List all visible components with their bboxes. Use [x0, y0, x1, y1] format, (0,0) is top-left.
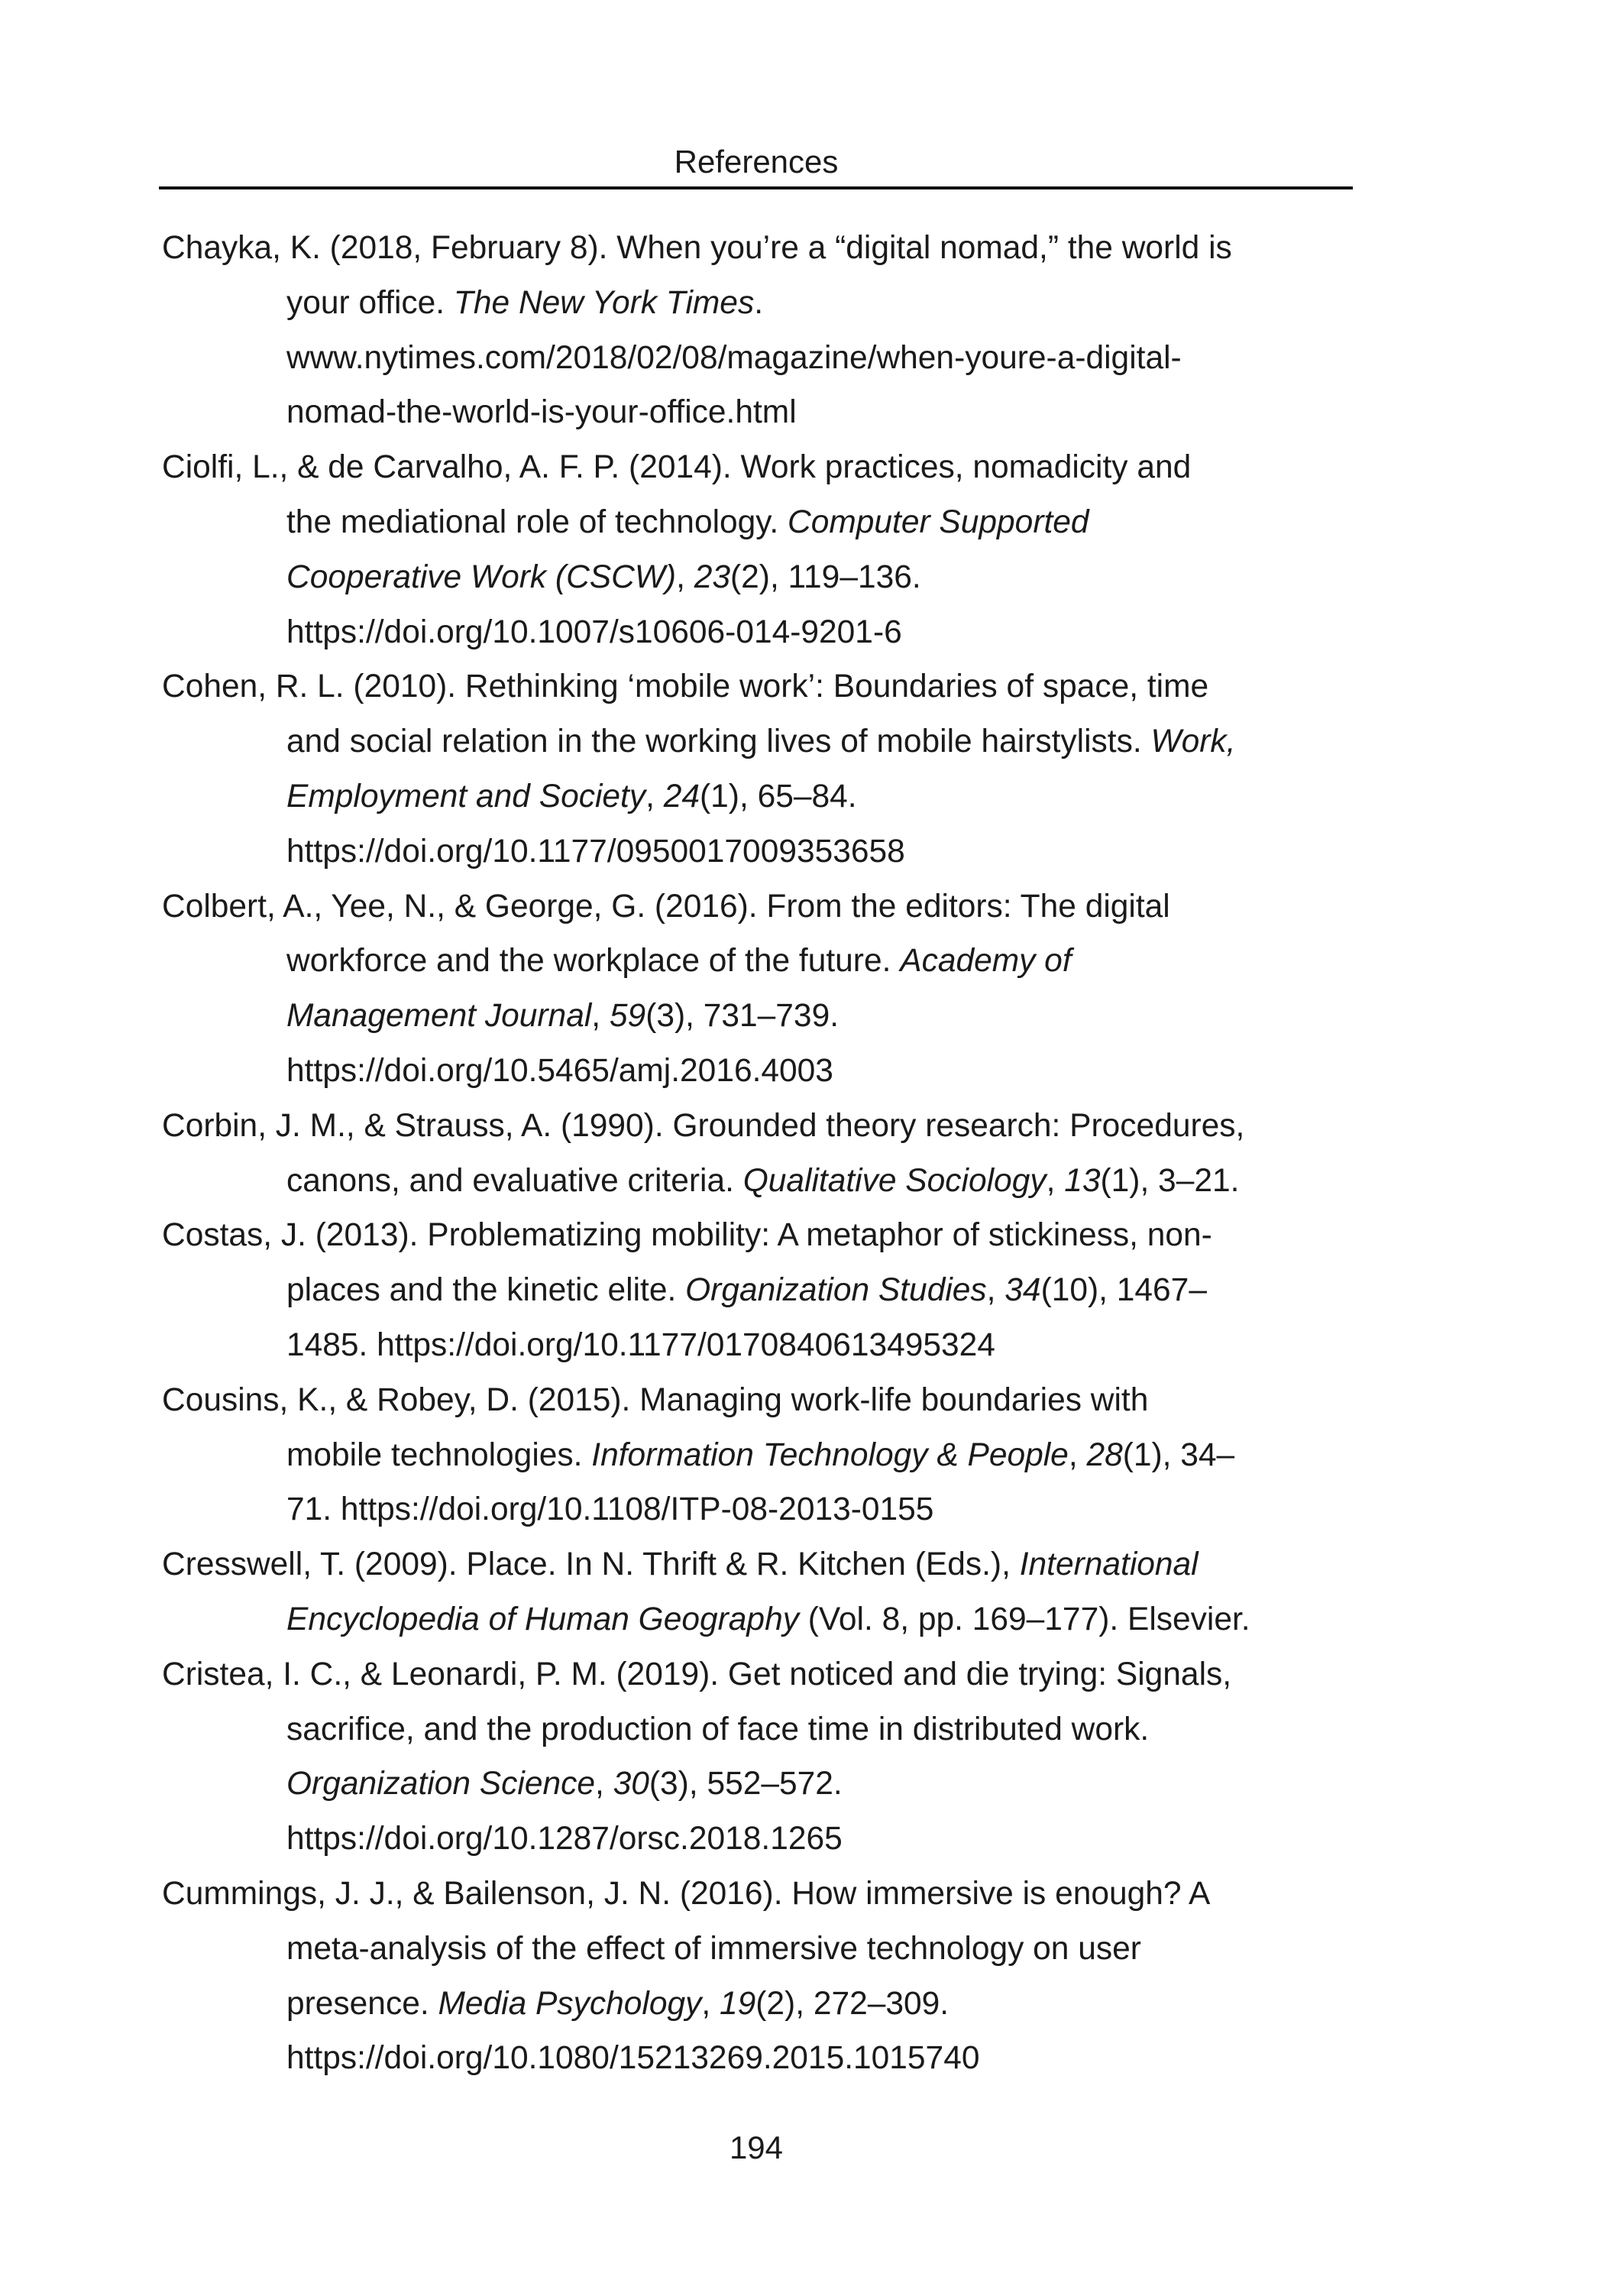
reference-source-title: Information Technology & People — [591, 1436, 1069, 1473]
reference-source-title: Media Psychology — [438, 1985, 702, 2022]
reference-source-title: International Encyclopedia of Human Geography — [286, 1546, 1199, 1637]
reference-text: Chayka, K. (2018, February 8). When you’re a “digital nomad,” the world is your office. — [162, 230, 1232, 321]
reference-text: (2), 119–136. https://doi.org/10.1007/s10606-014-9201-6 — [286, 559, 921, 650]
reference-volume: 24 — [663, 778, 700, 815]
reference-volume: 59 — [609, 998, 646, 1035]
reference-text: (10), 1467– 1485. https://doi.org/10.1177/0170840613495324 — [286, 1272, 1207, 1363]
reference-volume: 34 — [1004, 1272, 1041, 1309]
reference-text: , — [701, 1985, 720, 2022]
reference-source-title: The New York Times — [453, 284, 755, 321]
running-head: References — [674, 144, 839, 180]
reference-text: Corbin, J. M., & Strauss, A. (1990). Grounded theory research: Procedures, canons, and evaluative criteria. — [162, 1107, 1245, 1199]
reference-text: , — [676, 559, 694, 595]
header-divider — [159, 186, 1353, 189]
reference-text: , — [594, 1766, 613, 1802]
reference-entry — [162, 221, 1361, 440]
reference-text: , — [645, 778, 664, 815]
reference-entry — [162, 1208, 1361, 1372]
reference-volume: 28 — [1086, 1436, 1123, 1473]
reference-text: (Vol. 8, pp. 169–177). Elsevier. — [798, 1601, 1250, 1637]
reference-source-title: Academy of Management Journal — [286, 943, 1072, 1035]
reference-entry — [162, 1373, 1361, 1537]
reference-entry — [162, 1537, 1361, 1647]
reference-text: (1), 65–84. https://doi.org/10.1177/0950017009353658 — [286, 778, 905, 870]
reference-volume: 30 — [613, 1766, 649, 1802]
reference-text: , — [1068, 1436, 1087, 1473]
reference-volume: 19 — [719, 1985, 756, 2022]
reference-text: (3), 552–572. https://doi.org/10.1287/orsc.2018.1265 — [286, 1766, 843, 1857]
reference-entry — [162, 659, 1361, 879]
reference-list — [162, 221, 1361, 2086]
reference-text: Colbert, A., Yee, N., & George, G. (2016). From the editors: The digital workforce and the workplace of the future. — [162, 888, 1170, 980]
reference-source-title: Computer Supported Cooperative Work (CSCW) — [286, 504, 1089, 595]
page-number: 194 — [729, 2129, 784, 2165]
reference-entry — [162, 1099, 1361, 1209]
reference-source-title: Organization Studies — [685, 1272, 987, 1309]
reference-text: Cummings, J. J., & Bailenson, J. N. (2016). How immersive is enough? A meta-analysis of the effect of immersive technology on user presence. — [162, 1875, 1211, 2022]
reference-text: (3), 731–739. https://doi.org/10.5465/amj.2016.4003 — [286, 998, 839, 1089]
reference-volume: 13 — [1064, 1162, 1101, 1199]
reference-text: Cresswell, T. (2009). Place. In N. Thrift & R. Kitchen (Eds.), — [162, 1546, 1020, 1583]
reference-text: (1), 3–21. — [1100, 1162, 1240, 1199]
reference-text: Cousins, K., & Robey, D. (2015). Managing work-life boundaries with mobile technologies. — [162, 1381, 1149, 1473]
reference-source-title: Qualitative Sociology — [742, 1162, 1047, 1199]
reference-volume: 23 — [694, 559, 730, 595]
reference-text: . www.nytimes.com/2018/02/08/magazine/when-youre-a-digital- nomad-the-world-is-your-office.html — [286, 284, 1182, 431]
reference-source-title: Work, Employment and Society — [286, 724, 1236, 815]
reference-text: Cohen, R. L. (2010). Rethinking ‘mobile work’: Boundaries of space, time and social relation in the working lives of mobile hairstylists. — [162, 669, 1209, 760]
reference-entry — [162, 1647, 1361, 1867]
reference-text: , — [591, 998, 610, 1035]
reference-source-title: Organization Science — [286, 1766, 595, 1802]
reference-text: , — [1046, 1162, 1065, 1199]
reference-text: , — [986, 1272, 1005, 1309]
reference-text: (2), 272–309. https://doi.org/10.1080/15213269.2015.1015740 — [286, 1985, 980, 2077]
reference-entry — [162, 879, 1361, 1099]
reference-text: (1), 34– 71. https://doi.org/10.1108/ITP-08-2013-0155 — [286, 1436, 1235, 1528]
reference-text: Costas, J. (2013). Problematizing mobility: A metaphor of stickiness, non- places and the kinetic elite. — [162, 1217, 1212, 1309]
reference-text: Ciolfi, L., & de Carvalho, A. F. P. (2014). Work practices, nomadicity and the mediational role of technology. — [162, 449, 1192, 540]
reference-entry — [162, 440, 1361, 659]
reference-entry — [162, 1867, 1361, 2086]
reference-text: Cristea, I. C., & Leonardi, P. M. (2019). Get noticed and die trying: Signals, sacrifice, and the production of face time in distributed work. — [162, 1656, 1232, 1747]
